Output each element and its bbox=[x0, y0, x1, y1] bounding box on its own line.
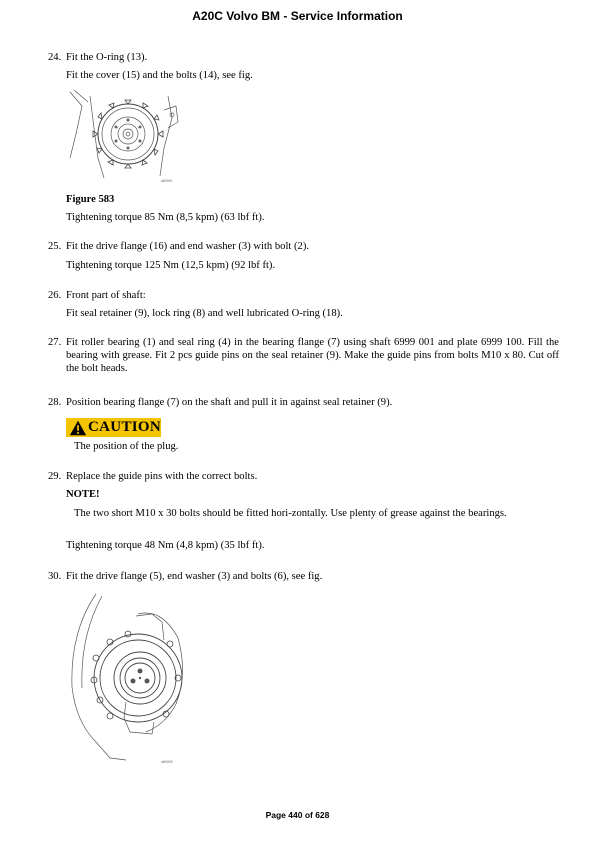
step-25-number: 25. bbox=[48, 241, 62, 252]
step-25-text: Fit the drive flange (16) and end washer (3) with bolt (2). bbox=[66, 241, 309, 252]
step-27-text: Fit roller bearing (1) and seal ring (4) in the bearing flange (7) using shaft 6999 001 and plate 6999 100. Fill the bearing with grease. Fit 2 pcs guide pins on the seal retainer (9). Make the guide pins from bolts M10 x 80. Cut off the bolt heads. bbox=[66, 337, 559, 374]
step-29-number: 29. bbox=[48, 471, 62, 482]
step-26-subtext: Fit seal retainer (9), lock ring (8) and well lubricated O-ring (18). bbox=[66, 308, 343, 319]
note-label: NOTE! bbox=[66, 489, 100, 500]
step-29-text: Replace the guide pins with the correct bolts. bbox=[66, 471, 258, 482]
caution-badge bbox=[66, 418, 161, 437]
caution-label: CAUTION bbox=[88, 419, 161, 435]
drive-flange-figure bbox=[66, 592, 196, 767]
step-26-number: 26. bbox=[48, 290, 62, 301]
page-header: A20C Volvo BM - Service Information bbox=[192, 9, 403, 23]
figure-torque: Tightening torque 85 Nm (8,5 kpm) (63 lbf ft). bbox=[66, 212, 265, 223]
step-30-text: Fit the drive flange (5), end washer (3) and bolts (6), see fig. bbox=[66, 571, 323, 582]
page-footer: Page 440 of 628 bbox=[265, 810, 330, 820]
step-28-number: 28. bbox=[48, 397, 62, 408]
warning-icon bbox=[69, 419, 87, 437]
step-28-text: Position bearing flange (7) on the shaft and pull it in against seal retainer (9). bbox=[66, 397, 393, 408]
note-text: The two short M10 x 30 bolts should be fitted hori-zontally. Use plenty of grease against the bearings. bbox=[74, 508, 507, 519]
cover-bolts-figure bbox=[68, 88, 180, 184]
step-27-number: 27. bbox=[48, 337, 62, 348]
figure-code: a80000 bbox=[161, 760, 173, 764]
step-30-number: 30. bbox=[48, 571, 62, 582]
step-29-torque: Tightening torque 48 Nm (4,8 kpm) (35 lbf ft). bbox=[66, 540, 265, 551]
step-26-text: Front part of shaft: bbox=[66, 290, 146, 301]
step-24-subtext: Fit the cover (15) and the bolts (14), see fig. bbox=[66, 70, 253, 81]
figure-code: a80001 bbox=[161, 179, 173, 183]
step-24-text: Fit the O-ring (13). bbox=[66, 52, 148, 63]
step-25-torque: Tightening torque 125 Nm (12,5 kpm) (92 lbf ft). bbox=[66, 260, 276, 271]
figure-caption: Figure 583 bbox=[66, 194, 115, 205]
step-24-number: 24. bbox=[48, 52, 62, 63]
caution-text: The position of the plug. bbox=[74, 441, 179, 452]
